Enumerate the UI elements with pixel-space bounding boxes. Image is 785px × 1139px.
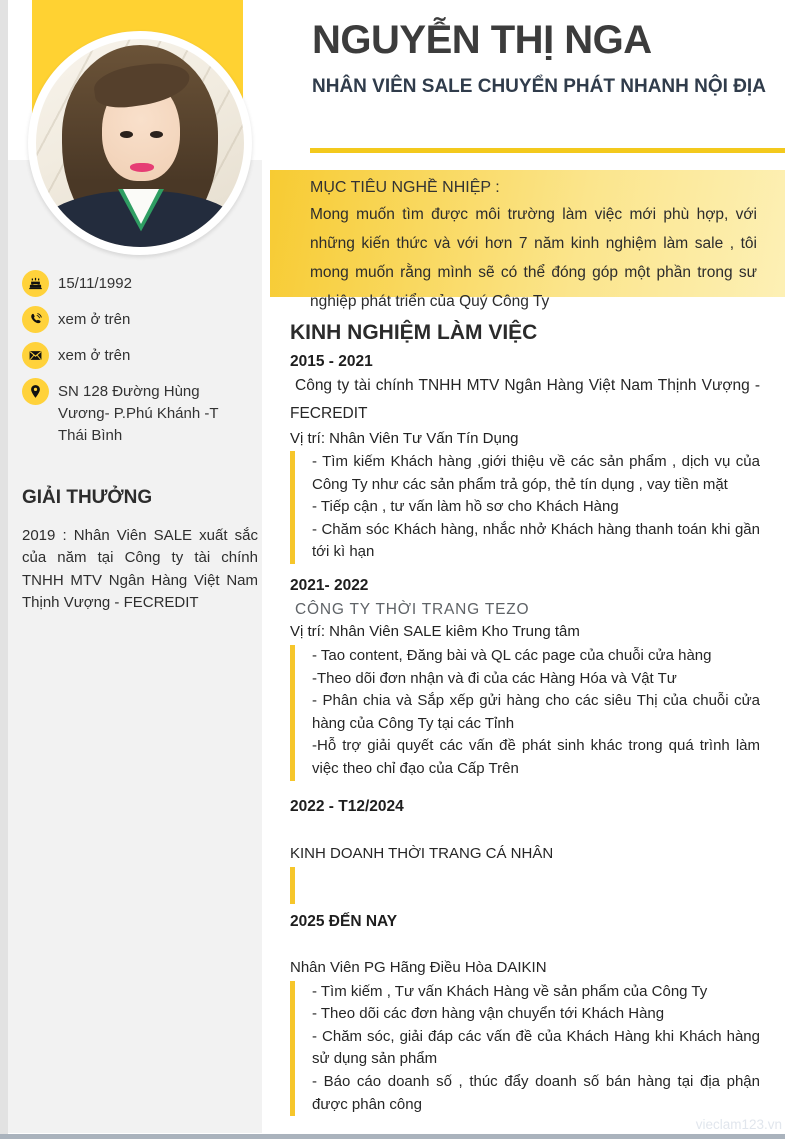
- bullet-item: - Chăm sóc Khách hàng, nhắc nhở Khách hàng thanh toán khi gần tới kì hạn: [312, 520, 760, 561]
- experience-period: 2022 - T12/2024: [290, 797, 404, 815]
- experience-bullet-list: [290, 451, 760, 564]
- experience-company: Công ty tài chính TNHH MTV Ngân Hàng Việt Nam Thịnh Vượng - FECREDIT: [290, 377, 760, 422]
- contact-row-birthday: [22, 270, 252, 297]
- contact-address-text: SN 128 Đường Hùng Vương- P.Phú Khánh -T Thái Bình: [58, 383, 219, 444]
- bullet-item: - Tìm kiếm Khách hàng ,giới thiệu về các sản phẩm , dịch vụ của Công Ty như các sản phẩm trả góp, thẻ tín dụng , vay tiền mặt: [312, 453, 760, 493]
- experience-heading: KINH NGHIỆM LÀM VIỆC: [290, 321, 538, 344]
- photo-lips: [130, 163, 154, 172]
- objective-section: [270, 170, 785, 310]
- experience-section: [290, 320, 760, 1116]
- bullet-item: - Báo cáo doanh số , thúc đẩy doanh số bán hàng tại địa phận được phân công: [312, 1072, 760, 1113]
- experience-period: 2015 - 2021: [290, 353, 373, 370]
- contact-phone-text: xem ở trên: [58, 311, 131, 328]
- profile-photo: [36, 39, 244, 247]
- experience-position: Vị trí: Nhân Viên SALE kiêm Kho Trung tâm: [290, 622, 580, 640]
- experience-bullet-list: [290, 981, 760, 1117]
- candidate-name: NGUYỄN THỊ NGA: [312, 18, 652, 62]
- experience-empty-bullet-bar: [290, 867, 295, 904]
- contact-list: [22, 270, 252, 456]
- experience-period: 2025 ĐẾN NAY: [290, 912, 398, 930]
- bullet-item: -Theo dõi đơn nhận và đi của các Hàng Hóa và Vật Tư: [312, 669, 677, 687]
- contact-row-email: [22, 342, 252, 369]
- location-pin-icon: [22, 378, 49, 405]
- experience-company: KINH DOANH THỜI TRANG CÁ NHÂN: [290, 844, 554, 862]
- contact-row-address: [22, 378, 252, 447]
- bullet-item: - Phân chia và Sắp xếp gửi hàng cho các siêu Thị của chuỗi cửa hàng của Công Ty tại các Tỉnh: [312, 692, 760, 732]
- phone-icon: [22, 306, 49, 333]
- objective-body: Mong muốn tìm được môi trường làm việc mới phù hợp, với những kiến thức và với hơn 7 năm kinh nghiệm làm sale , tôi mong muốn rằng mình sẽ có thể đóng góp một phần trong sư nghiệp phát triển của Quý Công Ty: [310, 206, 757, 310]
- awards-section: [22, 487, 258, 614]
- experience-company: CÔNG TY THỜI TRANG TEZO: [295, 600, 530, 618]
- contact-row-phone: [22, 306, 252, 333]
- yellow-divider: [310, 148, 785, 153]
- experience-position: Vị trí: Nhân Viên Tư Vấn Tín Dụng: [290, 430, 519, 447]
- contact-birthday-text: 15/11/1992: [58, 275, 132, 292]
- awards-heading: GIẢI THƯỞNG: [22, 487, 153, 508]
- objective-heading: MỤC TIÊU NGHỀ NHIỆP :: [310, 179, 500, 196]
- site-watermark: vieclam123.vn: [695, 1117, 782, 1132]
- experience-bullet-list: [290, 645, 760, 781]
- candidate-job-title: NHÂN VIÊN SALE CHUYỂN PHÁT NHANH NỘI ĐỊA: [312, 76, 766, 97]
- bullet-item: -Hỗ trợ giải quyết các vấn đề phát sinh khác trong quá trình làm việc theo chỉ đạo của Cấp Trên: [312, 737, 760, 777]
- awards-body: 2019 : Nhân Viên SALE xuất sắc của năm tại Công ty tài chính TNHH MTV Ngân Hàng Việt Nam Thịnh Vượng - FECREDIT: [22, 527, 258, 611]
- experience-company: Nhân Viên PG Hãng Điều Hòa DAIKIN: [290, 958, 547, 976]
- photo-eye: [150, 131, 163, 138]
- bullet-item: - Tìm kiếm , Tư vấn Khách Hàng về sản phẩm của Công Ty: [312, 982, 708, 1000]
- photo-eye: [120, 131, 133, 138]
- profile-photo-frame: [28, 31, 252, 255]
- bullet-item: - Tiếp cận , tư vấn làm hồ sơ cho Khách Hàng: [312, 498, 619, 516]
- bottom-bar: [0, 1134, 785, 1139]
- birthday-cake-icon: [22, 270, 49, 297]
- bullet-item: - Tao content, Đăng bài và QL các page của chuỗi cửa hàng: [312, 646, 712, 664]
- bullet-item: - Theo dõi các đơn hàng vận chuyển tới Khách Hàng: [312, 1005, 665, 1023]
- email-icon: [22, 342, 49, 369]
- contact-email-text: xem ở trên: [58, 347, 131, 364]
- experience-period: 2021- 2022: [290, 576, 369, 594]
- bullet-item: - Chăm sóc, giải đáp các vấn đề của Khách Hàng khi Khách hàng sử dụng sản phẩm: [312, 1027, 760, 1068]
- left-edge-strip: [0, 0, 8, 1139]
